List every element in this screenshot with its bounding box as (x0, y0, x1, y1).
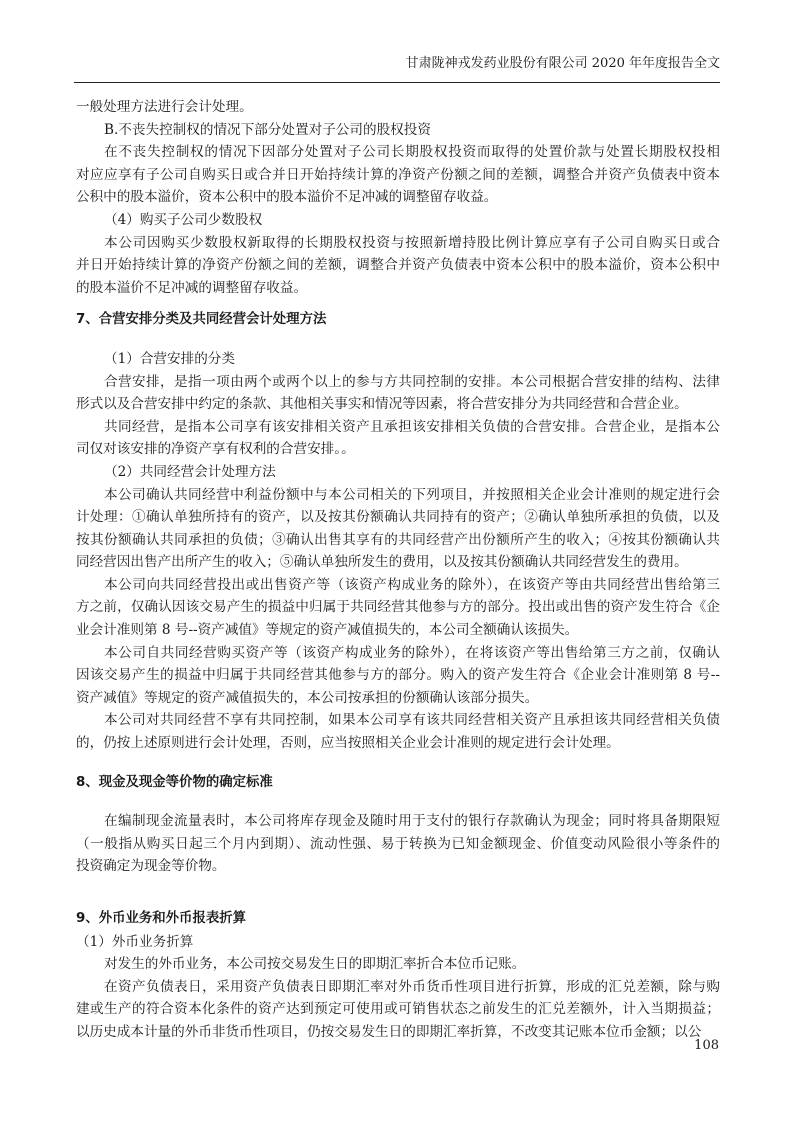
text-line: 在编制现金流量表时，本公司将库存现金及随时用于支付的银行存款确认为现金；同时将具备期限短 (104, 813, 720, 830)
text-line: B.不丧失控制权的情况下部分处置对子公司的股权投资 (104, 121, 431, 138)
paragraph (76, 484, 720, 574)
text-line: 对应应享有子公司自购买日或合并日开始持续计算的净资产份额之间的差额，调整合并资产负债表中资本 (76, 166, 720, 183)
text-line: （2）共同经营会计处理方法 (104, 463, 276, 480)
text-line: 在不丧失控制权的情况下因部分处置对子公司长期股权投资而取得的处置价款与处置长期股权投相 (104, 144, 720, 161)
page-number: 108 (694, 1038, 719, 1053)
heading-text: 8、现金及现金等价物的确定标准 (76, 774, 273, 790)
text-line: 业会计准则第 8 号--资产减值》等规定的资产减值损失的，本公司全额确认该损失。 (76, 622, 579, 639)
text-line: （1）合营安排的分类 (104, 350, 235, 367)
paragraph (76, 461, 720, 484)
text-line: 建或生产的符合资本化条件的资产达到预定可使用或可销售状态之前发生的汇兑差额外，计入当期损益； (76, 1001, 720, 1018)
heading-text: 9、外币业务和外币报表折算 (76, 911, 247, 926)
paragraph (76, 96, 720, 119)
document-body (76, 96, 720, 1044)
section-heading (76, 309, 720, 332)
text-line: 一般处理方法进行会计处理。 (76, 99, 253, 115)
text-line: 因该交易产生的损益中归属于共同经营其他参与方的部分。购入的资产发生符合《企业会计准则第 8 号-- (76, 667, 720, 684)
text-line: 合营安排，是指一项由两个或两个以上的参与方共同控制的安排。本公司根据合营安排的结构、法律 (104, 373, 720, 390)
text-line: 本公司确认共同经营中利益份额中与本公司相关的下列项目，并按照相关企业会计准则的规定进行会 (104, 486, 720, 503)
page-header (74, 50, 720, 83)
text-line: 的，仍按上述原则进行会计处理，否则，应当按照相关企业会计准则的规定进行会计处理。 (76, 735, 620, 752)
paragraph (76, 953, 720, 976)
paragraph (76, 371, 720, 416)
text-line: 司仅对该安排的净资产享有权利的合营安排。。 (76, 441, 355, 458)
text-line: 共同经营，是指本公司享有该安排相关资产且承担该安排相关负债的合营安排。合营企业，是指本公 (104, 418, 720, 435)
paragraph (76, 119, 720, 142)
section-heading (76, 908, 720, 931)
paragraph (76, 141, 720, 209)
text-line: 对发生的外币业务，本公司按交易发生日的即期汇率折合本位币记账。 (104, 956, 526, 973)
text-line: 按其份额确认共同承担的负债；③确认出售其享有的共同经营产出份额所产生的收入；④按其份额确认共 (76, 531, 720, 548)
text-line: （一般指从购买日起三个月内到期）、流动性强、易于转换为已知金额现金、价值变动风险很小等条件的 (76, 835, 720, 852)
text-line: （4）购买子公司少数股权 (104, 211, 263, 228)
paragraph (76, 232, 720, 300)
text-line: 形式以及合营安排中约定的条款、其他相关事实和情况等因素，将合营安排分为共同经营和合营企业。 (76, 396, 688, 413)
paragraph (76, 810, 720, 878)
text-line: 本公司对共同经营不享有共同控制，如果本公司享有该共同经营相关资产且承担该共同经营相关负债 (104, 712, 720, 729)
text-line: 并日开始持续计算的净资产份额之间的差额，调整合并资产负债表中资本公积中的股本溢价，资本公积中 (76, 257, 720, 274)
text-line: 本公司自共同经营购买资产等（该资产构成业务的除外），在将该资产等出售给第三方之前，仅确认 (104, 644, 720, 661)
text-line: 本公司因购买少数股权新取得的长期股权投资与按照新增持股比例计算应享有子公司自购买日或合 (104, 234, 720, 251)
text-line: 方之前，仅确认因该交易产生的损益中归属于共同经营其他参与方的部分。投出或出售的资产发生符合《企 (76, 599, 720, 616)
paragraph (76, 416, 720, 461)
text-line: 计处理：①确认单独所持有的资产，以及按其份额确认共同持有的资产；②确认单独所承担的负债，以及 (76, 509, 720, 526)
text-line: 的股本溢价不足冲减的调整留存收益。 (76, 279, 308, 296)
text-line: 公积中的股本溢价，资本公积中的股本溢价不足冲减的调整留存收益。 (76, 189, 498, 206)
paragraph (76, 931, 720, 954)
text-line: （1）外币业务折算 (76, 933, 194, 950)
text-line: 本公司向共同经营投出或出售资产等（该资产构成业务的除外），在该资产等由共同经营出售给第三 (104, 576, 720, 593)
text-line: 以历史成本计量的外币非货币性项目，仍按交易发生日的即期汇率折算，不改变其记账本位币金额；以公 (76, 1023, 702, 1040)
text-line: 资产减值》等规定的资产减值损失的，本公司按承担的份额确认该部分损失。 (76, 689, 539, 706)
section-heading (76, 772, 720, 795)
paragraph (76, 348, 720, 371)
header-title: 甘肃陇神戎发药业股份有限公司 2020 年年度报告全文 (405, 56, 720, 71)
heading-text: 7、合营安排分类及共同经营会计处理方法 (76, 312, 327, 328)
paragraph (76, 709, 720, 754)
text-line: 投资确定为现金等价物。 (76, 858, 226, 875)
paragraph (76, 976, 720, 1044)
text-line: 在资产负债表日，采用资产负债表日即期汇率对外币货币性项目进行折算，形成的汇兑差额，除与购 (104, 978, 720, 995)
text-line: 同经营因出售产出所产生的收入；⑤确认单独所发生的费用，以及按其份额确认共同经营发生的费用。 (76, 554, 688, 571)
paragraph (76, 642, 720, 710)
paragraph (76, 209, 720, 232)
paragraph (76, 574, 720, 642)
